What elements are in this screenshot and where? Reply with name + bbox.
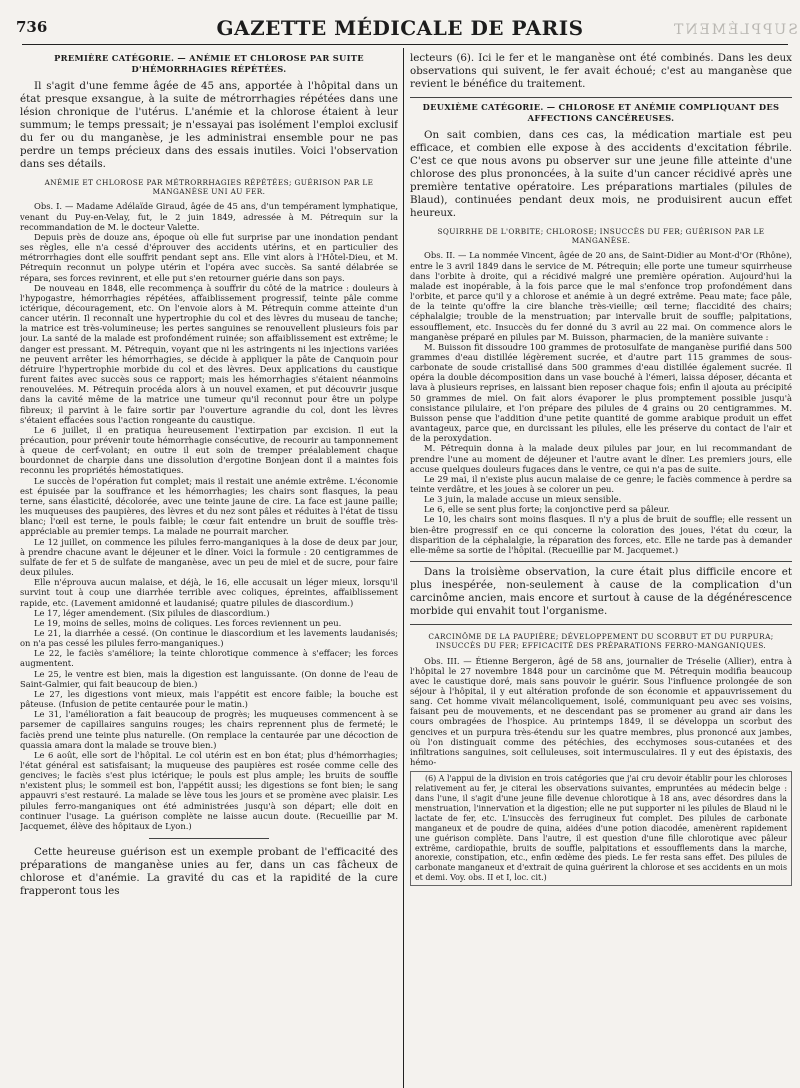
obs1-paragraph: Le 6 juillet, il en pratiqua heureusement l'extirpation par excision. Il eut la précaution, pour prévenir toute hémorrhagie consécutive, de recourir au tamponnement à queue de cerf-volant; en outre il eut soin de tremper préalablement chaque bourdonnet de charpie dans une dissolution d'ergotine Bonjean dont il a maintes fois reconnu les propriétés hémostatiques. <box>20 424 398 476</box>
bleed-through-text: SUPPLÉMENT <box>672 22 798 38</box>
category-title-2: DEUXIÈME CATÉGORIE. — CHLOROSE ET ANÉMIE COMPLIQUANT DES AFFECTIONS CANCÉREUSES. <box>422 102 780 123</box>
obs2-paragraph: Le 10, les chairs sont moins flasques. Il n'y a plus de bruit de souffle; elle ressent un bien-être progressif en ce qui concerne la coloration des joues, l'état du cœur, la disparition de la céphalalgie, la réparation des forces, etc. Elle ne tarde pas à demander elle-même sa sortie de l'hôpital. (Recueillie par M. Jacquemet.) <box>410 514 792 555</box>
obs1-paragraph: Le 6 août, elle sort de l'hôpital. Le col utérin est en bon état; plus d'hémorrhagies; l'état général est satisfaisant; la muqueuse des paupières est rosée comme celle des gencives; le faciès s'est plus ictérique; le pouls est plus ample; les bruits de souffle n'existent plus; le sommeil est bon, l'appétit aussi; les digestions se font bien; le sang appauvri s'est restauré. La malade se lève tous les jours et se promène avec plaisir. Les pilules ferro-manganiques ont été administrées jusqu'à son départ; elle doit en continuer l'usage. La guérison complète ne laisse aucun doute. (Recueillie par M. Jacquemet, élève des hôpitaux de Lyon.) <box>20 749 398 831</box>
right-column <box>410 50 792 1084</box>
header-rule <box>22 44 788 45</box>
obs1-paragraph: Le 25, le ventre est bien, mais la digestion est languissante. (On donne de l'eau de Saint-Galmier, qui fait beaucoup de bien.) <box>20 668 398 689</box>
closing-paragraph: Cette heureuse guérison est un exemple probant de l'efficacité des préparations de manganèse unies au fer, dans un cas fâcheux de chlorose et d'anémie. La gravité du cas et la rapidité de la cure frapperont tous les <box>20 846 398 898</box>
footnote-box <box>410 771 792 886</box>
obs3-title: CARCINÔME DE LA PAUPIÈRE; DÉVELOPPEMENT DU SCORBUT ET DU PURPURA; INSUCCÈS DU FER; EFFICACITÉ DES PRÉPARATIONS FERRO-MANGANIQUES. <box>428 632 774 651</box>
category-title-1: PREMIÈRE CATÉGORIE. — ANÉMIE ET CHLOROSE PAR SUITE D'HÉMORRHAGIES RÉPÉTÉES. <box>54 53 364 74</box>
obs1-paragraph: De nouveau en 1848, elle recommença à souffrir du côté de la matrice : douleurs à l'hypogastre, hémorrhagies répétées, affaiblissement progressif, teinte pâle comme ictérique, découragement, etc. On l'envoie alors à M. Pétrequin comme atteinte d'un cancer utérin. Il reconnaît une hypertrophie du col et des lèvres du museau de tanche; la matrice est très-volumineuse; les pertes sanguines se renouvellent plusieurs fois par jour. La santé de la malade est profondément ruinée; son affaiblissement est extrême; le danger est pressant. M. Pétrequin, voyant que ni les astringents ni les injections variées ne peuvent arrêter les hémorrhagies, se décide à appliquer la pâte de Canquoin pour détruire l'hypertrophie morbide du col et des lèvres. Deux applications du caustique furent faites avec succès sous ce rapport; mais les hémorrhagies s'étaient néanmoins renouvelées. M. Pétrequin procéda alors à un nouvel examen, et put découvrir jusque dans la cavité même de la matrice une tumeur qu'il reconnut pour être un polype fibreux; il parvint à le faire sortir par l'ouverture agrandie du col, dont les lèvres s'étaient effacées sous l'action rongeante du caustique. <box>20 282 398 425</box>
obs2-paragraph: M. Buisson fit dissoudre 100 grammes de protosulfate de manganèse purifié dans 500 grammes d'eau distillée légèrement sucrée, et d'autre part 115 grammes de sous-carbonate de soude cristallisé dans 500 grammes d'eau distillée également sucrée. Il opéra la double décomposition dans un vase bouché à l'émeri, laissa déposer, décanta et lava à plusieurs reprises, en laissant bien reposer chaque fois; enfin il ajouta au précipité 50 grammes de miel. On fait alors évaporer le plus promptement possible jusqu'à consistance pilulaire, et l'on prépare des pilules de 4 grains ou 20 centigrammes. M. Buisson pense que l'addition d'une petite quantité de gomme arabique produit un effet avantageux, parce que, en durcissant les pilules, elle les préserve du contact de l'air et de la peroxydation. <box>410 341 792 444</box>
obs1-paragraph: Le 19, moins de selles, moins de coliques. Les forces reviennent un peu. <box>34 617 342 628</box>
obs2-paragraph: M. Pétrequin donna à la malade deux pilules par jour, en lui recommandant de prendre l'une au moment de déjeuner et l'autre avant le dîner. Les premiers jours, elle accuse quelques douleurs fugaces dans le ventre, ce qui n'a pas de suite. <box>410 443 792 474</box>
obs2-paragraph: Le 29 mai, il n'existe plus aucun malaise de ce genre; le faciès commence à perdre sa teinte verdâtre, et les joues à se colorer un peu. <box>410 473 792 494</box>
obs1-title: ANÉMIE ET CHLOROSE PAR MÉTRORRHAGIES RÉPÉTÉES; GUÉRISON PAR LE MANGANÈSE UNI AU FER. <box>44 178 374 197</box>
journal-title: GAZETTE MÉDICALE DE PARIS <box>216 16 584 40</box>
intro-paragraph-2: On sait combien, dans ces cas, la médication martiale est peu efficace, et combien elle expose à des accidents d'excitation fébrile. C'est ce que nous avons pu observer sur une jeune fille atteinte d'une chlorose des plus prononcées, à la suite d'un cancer récidivé après une première tentative opératoire. Les préparations martiales (pilules de Blaud), continuées pendant deux mois, ne produisirent aucun effet heureux. <box>410 129 792 219</box>
obs2-paragraph: Le 3 juin, la malade accuse un mieux sensible. <box>424 494 622 505</box>
continuation-paragraph: lecteurs (6). Ici le fer et le manganèse ont été combinés. Dans les deux observations qui suivent, le fer avait échoué; c'est au manganèse que revient le bénéfice du traitement. <box>410 52 792 90</box>
obs1-paragraph: Le 12 juillet, on commence les pilules ferro-manganiques à la dose de deux par jour, à prendre chacune avant le déjeuner et le dîner. Voici la formule : 20 centigrammes de sulfate de fer et 5 de sulfate de manganèse, avec un peu de miel et de sucre, pour faire deux pilules. <box>20 536 398 578</box>
obs2-paragraph: Obs. II. — La nommée Vincent, âgée de 20 ans, de Saint-Didier au Mont-d'Or (Rhône), entre le 3 avril 1849 dans le service de M. Pétrequin; elle porte une tumeur squirrheuse dans l'orbite à droite, qui a récidivé malgré une première opération. Aujourd'hui la malade est inopérable, à la fois parce que le mal s'enfonce trop profondément dans l'orbite, et parce qu'il y a chlorose et anémie à un degré extrême. Peau mate; face pâle, de la teinte qu'offre la cire blanche très-vieille; œil terne; flaccidité des chairs; céphalalgie; trouble de la menstruation; par intervalle bruit de souffle; palpitations, essoufflement, etc. Insuccès du fer donné du 3 avril au 22 mai. On commence alors le manganèse préparé en pilules par M. Buisson, pharmacien, de la manière suivante : <box>410 250 792 342</box>
section-divider <box>410 624 792 625</box>
obs2-title: SQUIRRHE DE L'ORBITE; CHLOROSE; INSUCCÈS DU FER; GUÉRISON PAR LE MANGANÈSE. <box>437 227 765 246</box>
obs1-paragraph: Depuis près de douze ans, époque où elle fut surprise par une inondation pendant ses règles, elle n'a cessé d'éprouver des accidents utérins, et en particulier des métrorrhagies dont elle souffrit pendant sept ans. Elle vint alors à l'Hôtel-Dieu, et M. Pétrequin reconnut un polype utérin et l'opéra avec succès. Sa santé délabrée se répara, ses forces revinrent, et elle put s'en retourner guérie dans son pays. <box>20 231 398 283</box>
page-header <box>8 16 798 40</box>
page-number: 736 <box>16 18 48 36</box>
obs1-paragraph: Le 27, les digestions vont mieux, mais l'appétit est encore faible; la bouche est pâteuse. (Infusion de petite centaurée pour le matin.) <box>20 688 398 710</box>
section-divider <box>149 838 269 839</box>
obs1-paragraph: Le 22, le faciès s'améliore; la teinte chlorotique commence à s'effacer; les forces augmentent. <box>20 648 398 669</box>
obs3-paragraph: Obs. III. — Étienne Bergeron, âgé de 58 ans, journalier de Tréselie (Allier), entra à l'hôpital le 27 novembre 1848 pour un carcinôme que M. Pétrequin modifia beaucoup avec le caustique doré, mais sans pouvoir le guérir. Sous l'influence prolongée de son séjour à l'hôpital, il y eut altération profonde de son économie et appauvrissement du sang. Cet homme vivait mélancoliquement, isolé, communiquant peu avec ses voisins, faisant peu de mouvements, et ne descendant pas se promener au grand air dans les cours ombragées de l'hospice. Au printemps 1849, il se développa un scorbut des gencives et un purpura très-étendu sur les quatre membres, plus prononcé aux jambes, où l'on distinguait comme des pétéchies, des ecchymoses sous-cutanées et des infiltrations sanguines, soit celluleuses, soit intermusculaires. Il y eut des épistaxis, des hémo- <box>410 655 792 768</box>
obs1-paragraph: Obs. I. — Madame Adélaïde Giraud, âgée de 45 ans, d'un tempérament lymphatique, venant du Puy-en-Velay, fut, le 2 juin 1849, adressée à M. Pétrequin sur la recommandation de M. le docteur Valette. <box>20 201 398 232</box>
obs1-paragraph: Le 21, la diarrhée a cessé. (On continue le diascordium et les lavements laudanisés; on n'a pas cessé les pilules ferro-manganiques.) <box>20 627 398 649</box>
obs1-paragraph: Le 31, l'amélioration a fait beaucoup de progrès; les muqueuses commencent à se parsemer de capillaires sanguins rouges; les chairs reprennent plus de fermeté; le faciès prend une teinte plus naturelle. (On remplace la centaurée par une décoction de quassia amara dont la malade se trouve bien.) <box>20 709 398 750</box>
obs2-paragraph: Le 6, elle se sent plus forte; la conjonctive perd sa pâleur. <box>424 504 670 515</box>
column-divider <box>403 48 404 1088</box>
obs1-paragraph: Le succès de l'opération fut complet; mais il restait une anémie extrême. L'économie est épuisée par la souffrance et les hémorrhagies; les chairs sont flasques, la peau terne, sans élasticité, décolorée, avec une teinte jaune de cire. La face est jaune paille; les muqueuses des paupières, des lèvres et du nez sont pâles et réduites à l'état de tissu blanc; l'œil est terne, le pouls faible; le cœur fait entendre un bruit de souffle très-appréciable au premier temps. La malade ne pourrait marcher. <box>20 475 398 537</box>
footnote-text: (6) A l'appui de la division en trois catégories que j'ai cru devoir établir pour les chloroses relativement au fer, je citerai les observations suivantes, empruntées au médecin belge : dans l'une, il s'agit d'une jeune fille devenue chlorotique à 18 ans, avec désordres dans la menstruation, l'innervation et la digestion; elle ne put supporter ni les pilules de Blaud ni le lactate de fer, etc. L'insuccès des ferrugineux fut complet. Des pilules de carbonate manganeux et de poudre de quina, aidées d'une potion diacodée, amenèrent rapidement une guérison complète. Dans l'autre, il est question d'une fille chlorotique avec pâleur extrême, cardiopathie, bruits de souffle, palpitations et essoufflements dans la marche, anorexie, constipation, etc., enfin œdème des pieds. Le fer resta sans effet. Des pilules de carbonate manganeux et d'extrait de quina guérirent la chlorose et ses accidents en un mois et demi. Voy. obs. II et I, loc. cit.) <box>415 774 787 883</box>
section-divider <box>410 97 792 98</box>
obs1-paragraph: Le 17, léger amendement. (Six pilules de diascordium.) <box>34 607 270 618</box>
section-divider <box>410 561 792 562</box>
intro-paragraph: Il s'agit d'une femme âgée de 45 ans, apportée à l'hôpital dans un état presque exsangue, à la suite de métrorrhagies répétées dans une lésion chronique de l'utérus. L'anémie et la chlorose étaient à leur summum; le temps pressait; je n'essayai pas isolément l'emploi exclusif du fer ou du manganèse, je les administrai ensemble pour ne pas perdre un temps précieux dans des essais inutiles. Voici l'observation dans ses détails. <box>20 80 398 170</box>
obs1-paragraph: Elle n'éprouva aucun malaise, et déjà, le 16, elle accusait un léger mieux, lorsqu'il survint tout à coup une diarrhée terrible avec coliques, épreintes, affaiblissement rapide, etc. (Lavement amidonné et laudanisé; quatre pilules de diascordium.) <box>20 577 398 608</box>
left-column <box>20 50 398 1084</box>
obs2-closing-paragraph: Dans la troisième observation, la cure était plus difficile encore et plus inespérée, non-seulement à cause de la complication d'un carcinôme ancien, mais encore et surtout à cause de la dégénérescence morbide qui envahit tout l'organisme. <box>410 566 792 618</box>
